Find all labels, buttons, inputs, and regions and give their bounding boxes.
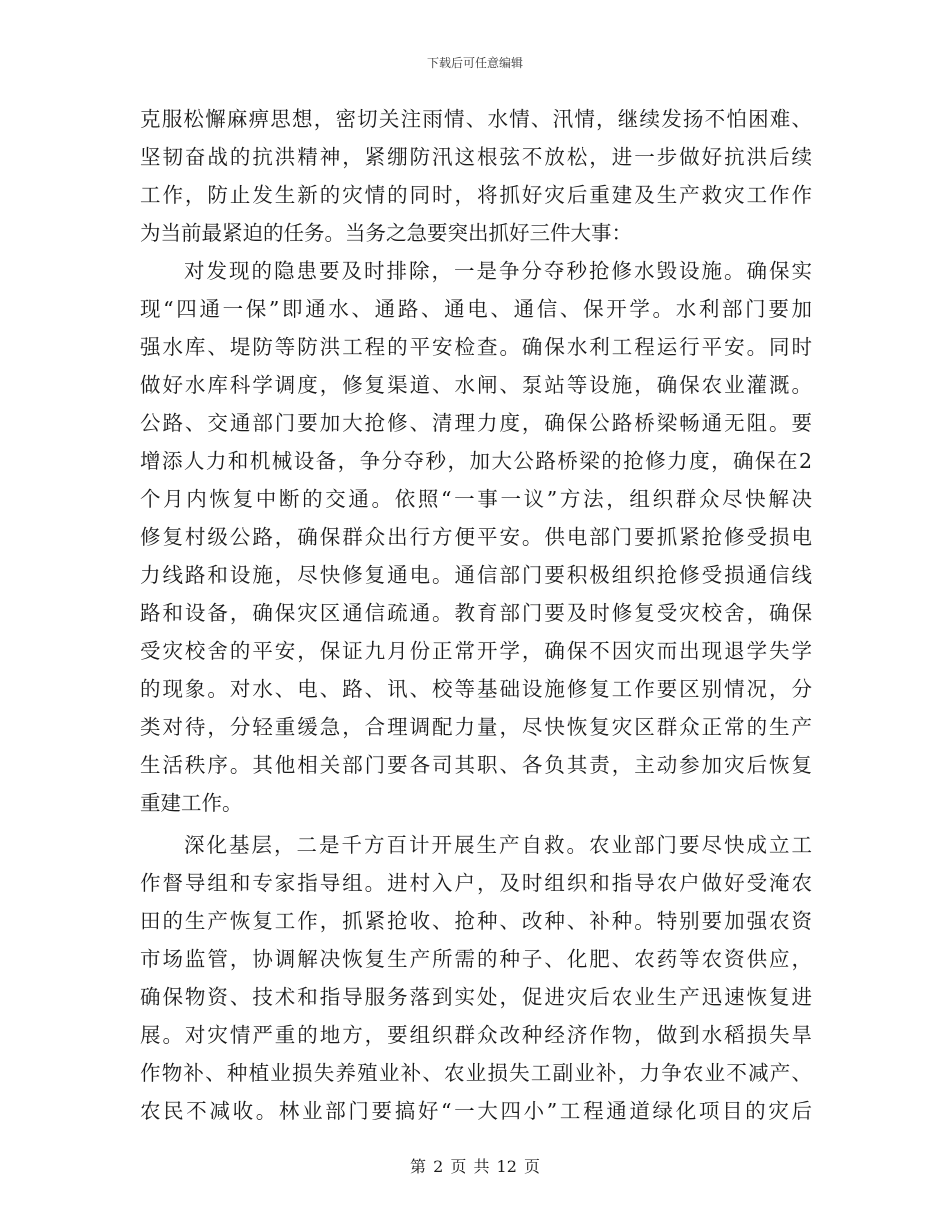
text-line: 受灾校舍的平安，保证九月份正常开学，确保不因灾而出现退学失学 [140,639,812,663]
text-line: 深化基层，二是千方百计开展生产自救。农业部门要尽快成立工 [184,833,812,857]
text-line: 确保物资、技术和指导服务落到实处，促进灾后农业生产迅速恢复进 [140,985,812,1009]
text-line: 公路、交通部门要加大抢修、清理力度，确保公路桥梁畅通无阻。要 [140,411,812,435]
text-line: 的现象。对水、电、路、讯、校等基础设施修复工作要区别情况，分 [140,677,812,701]
text-line: 克服松懈麻痹思想，密切关注雨情、水情、汛情，继续发扬不怕困难、 [140,107,812,131]
document-body [140,100,812,1130]
text-line: 重建工作。 [140,791,243,815]
paragraph-1 [140,100,812,252]
text-line: 坚韧奋战的抗洪精神，紧绷防汛这根弦不放松，进一步做好抗洪后续 [140,145,812,169]
text-line: 路和设备，确保灾区通信疏通。教育部门要及时修复受灾校舍，确保 [140,601,812,625]
text-line: 增添人力和机械设备，争分夺秒，加大公路桥梁的抢修力度，确保在2 [140,449,812,473]
page-number-footer: 第 2 页 共 12 页 [410,1157,540,1176]
text-line: 对发现的隐患要及时排除，一是争分夺秒抢修水毁设施。确保实 [184,259,812,283]
text-line: 修复村级公路，确保群众出行方便平安。供电部门要抓紧抢修受损电 [140,525,812,549]
text-line: 为当前最紧迫的任务。当务之急要突出抓好三件大事： [140,221,632,245]
text-line: 展。对灾情严重的地方，要组织群众改种经济作物，做到水稻损失旱 [140,1023,812,1047]
text-line: 强水库、堤防等防洪工程的平安检查。确保水利工程运行平安。同时 [140,335,812,359]
text-line: 工作，防止发生新的灾情的同时，将抓好灾后重建及生产救灾工作作 [140,183,812,207]
page-header: 下载后可任意编辑 [426,56,523,70]
text-line: 作物补、种植业损失养殖业补、农业损失工副业补，力争农业不减产、 [140,1061,812,1085]
paragraph-3 [140,826,812,1130]
text-line: 个月内恢复中断的交通。依照“一事一议”方法，组织群众尽快解决 [140,487,812,511]
paragraph-2 [140,252,812,822]
text-line: 做好水库科学调度，修复渠道、水闸、泵站等设施，确保农业灌溉。 [140,373,812,397]
text-line: 现“四通一保”即通水、通路、通电、通信、保开学。水利部门要加 [140,297,812,321]
text-line: 农民不减收。林业部门要搞好“一大四小”工程通道绿化项目的灾后 [140,1099,812,1123]
text-line: 田的生产恢复工作，抓紧抢收、抢种、改种、补种。特别要加强农资 [140,909,812,933]
text-line: 类对待，分轻重缓急，合理调配力量，尽快恢复灾区群众正常的生产 [140,715,812,739]
text-line: 生活秩序。其他相关部门要各司其职、各负其责，主动参加灾后恢复 [140,753,812,777]
text-line: 市场监管，协调解决恢复生产所需的种子、化肥、农药等农资供应， [140,947,812,971]
text-line: 力线路和设施，尽快修复通电。通信部门要积极组织抢修受损通信线 [140,563,812,587]
text-line: 作督导组和专家指导组。进村入户，及时组织和指导农户做好受淹农 [140,871,812,895]
